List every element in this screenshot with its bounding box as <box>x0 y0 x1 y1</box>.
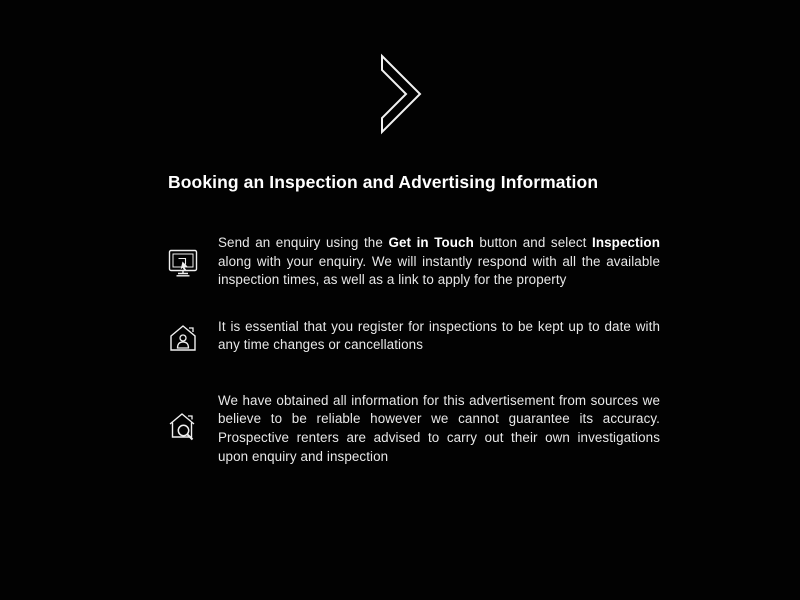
list-item <box>160 312 660 364</box>
chevron-right-logo-icon <box>372 52 428 136</box>
emphasis-get-in-touch: Get in Touch <box>388 235 474 250</box>
list-item <box>160 386 660 466</box>
emphasis-inspection: Inspection <box>592 235 660 250</box>
list-item-text: We have obtained all information for this advertisement from sources we believe to be reliable however we cannot guarantee its accuracy. Prospective renters are advised to carry out their own investigations upon enquiry and inspection <box>218 392 660 464</box>
list-item <box>160 228 660 290</box>
house-person-icon <box>160 312 206 364</box>
page-title: Booking an Inspection and Advertising Information <box>168 172 599 192</box>
house-magnifier-icon <box>160 386 206 438</box>
info-list <box>160 228 660 488</box>
text-fragment: Send an enquiry using the <box>218 235 389 250</box>
computer-inspection-icon <box>160 228 206 280</box>
brand-logo <box>0 52 800 136</box>
list-item-text: It is essential that you register for inspections to be kept up to date with any time changes or cancellations <box>218 318 660 353</box>
list-item-text <box>206 228 660 290</box>
text-fragment: button and select <box>473 235 593 250</box>
text-fragment: along with your enquiry. We will instantly respond with all the available inspection times, as well as a link to apply for the property <box>218 253 660 288</box>
